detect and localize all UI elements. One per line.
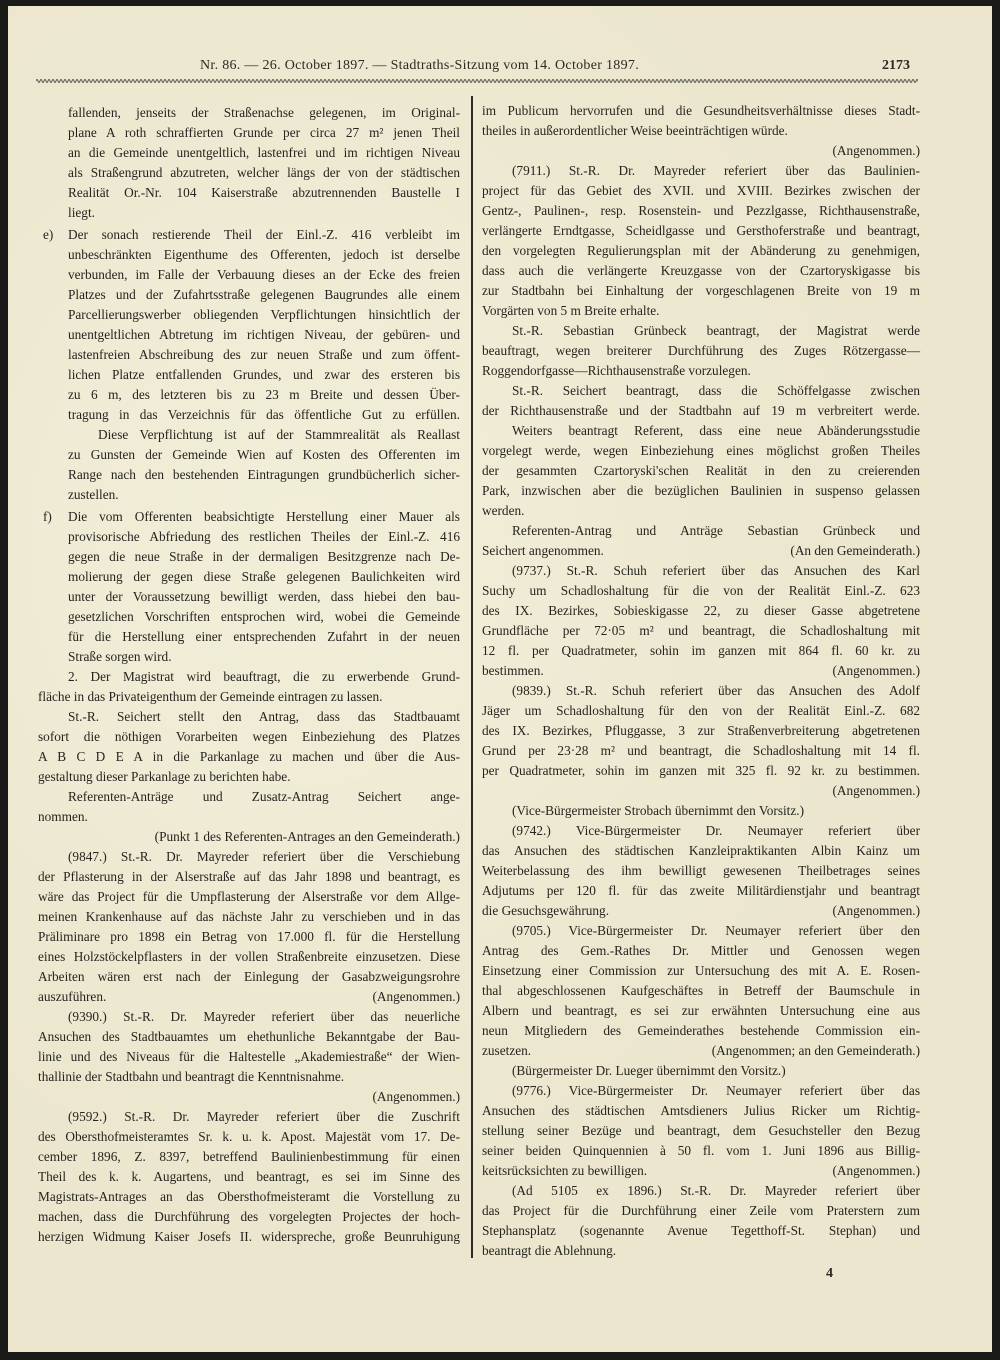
- text-line: Park, inzwischen aber die bezüglichen Baulinien in suspenso gelassen: [482, 483, 920, 498]
- text-line: zustellen.: [68, 487, 119, 502]
- text-line: beantragt die Ablehnung.: [482, 1243, 617, 1258]
- paragraph: [482, 1181, 920, 1261]
- text-line: lichen Platze entfallenden Grundes, und zwar des ersteren bis: [68, 367, 460, 382]
- resolution-note: (An den Gemeinderath.): [790, 543, 920, 558]
- text-line: provisorische Abfriedung des restlichen Theiles der Einl.-Z. 416: [68, 529, 460, 544]
- paragraph: [482, 1081, 920, 1181]
- text-line: Ansuchen des Stadtbauamtes um ehethunliche Bekanntgabe der Bau-: [38, 1029, 460, 1044]
- text-line: verbunden, im Falle der Verbauung dieses an der Ecke des freien: [68, 267, 460, 282]
- text-line: gestaltung dieser Parkanlage zu berichten habe.: [38, 769, 291, 784]
- text-line: (9737.) St.-R. Schuh referiert über das Ansuchen des Karl: [512, 563, 920, 578]
- text-line: Platzes und der Zufahrtsstraße gelegenen Baugrundes alle einem: [68, 287, 460, 302]
- text-line: der Richthausenstraße und der Stadtbahn auf 19 m verbreitert werde.: [482, 403, 920, 418]
- line-text: zusetzen.: [482, 1043, 532, 1058]
- paragraph: [38, 1107, 460, 1247]
- text-line: Diese Verpflichtung ist auf der Stammrealität als Reallast: [98, 427, 460, 442]
- paragraph: [482, 561, 920, 681]
- text-line: (9390.) St.-R. Dr. Mayreder referiert über das neuerliche: [68, 1009, 460, 1024]
- text-line: Referenten-Antrag und Anträge Sebastian Grünbeck und: [512, 523, 920, 538]
- text-line: (9776.) Vice-Bürgermeister Dr. Neumayer referiert über das: [512, 1083, 920, 1098]
- text-line: gegen die neue Straße in der dermaligen Besitzgrenze nach De-: [68, 549, 460, 564]
- text-line: der Pflasterung in der Alserstraße auf das Jahr 1898 und beantragt, es: [38, 869, 460, 884]
- text-line: thal abgeschlossenen Kaufgeschäftes in Betreff der Baumschule in: [482, 983, 920, 998]
- text-line: [38, 987, 460, 1007]
- paragraph: [38, 787, 460, 827]
- chair-note: [482, 801, 920, 821]
- text-line: sofort die nöthigen Vorarbeiten wegen Einbeziehung des Platzes: [38, 729, 460, 744]
- chair-note: [482, 1061, 920, 1081]
- text-line: Grundfläche per 72·05 m² und beantragt, die Schadloshaltung mit: [482, 623, 920, 638]
- text-line: an die Gemeinde unentgeltlich, lastenfrei und im richtigen Niveau: [68, 145, 460, 160]
- text-line: fläche in das Privateigenthum der Gemeinde eintragen zu lassen.: [38, 689, 383, 704]
- text-line: zu Gunsten der Gemeinde Wien auf Kosten des Offerenten im: [68, 447, 460, 462]
- resolution-note: [38, 1087, 460, 1107]
- text-line: plane A roth schraffierten Grunde per circa 27 m² jenen Theil: [68, 125, 460, 140]
- paragraph: [482, 321, 920, 381]
- text-line: linie und des Niveaus für die Haltestelle „Akademiestraße“ der Wien-: [38, 1049, 460, 1064]
- paragraph: [38, 667, 460, 707]
- text-line: unbeschränkten Eigenthume des Offerenten, jedoch ist derselbe: [68, 247, 460, 262]
- text-line: beauftragt, wegen breiterer Durchführung des Zuges Rötzergasse—: [482, 343, 920, 358]
- text-line: des IX. Bezirkes, Pfluggasse, 3 zur Straßenverbreiterung abgetretenen: [482, 723, 920, 738]
- text-line: theiles in außerordentlicher Weise beeinträchtigen würde.: [482, 123, 788, 138]
- text-line: [482, 1041, 920, 1061]
- list-item-label: e): [43, 227, 54, 242]
- text-line: (Punkt 1 des Referenten-Antrages an den Gemeinderath.): [154, 829, 460, 844]
- page-number: 2173: [882, 58, 910, 73]
- paragraph: [482, 381, 920, 421]
- line-text: bestimmen.: [482, 663, 544, 678]
- paragraph: [482, 921, 920, 1061]
- text-line: im Publicum hervorrufen und die Gesundheitsverhältnisse dieses Stadt-: [482, 103, 920, 118]
- text-line: thallinie der Stadtbahn und beantragt die Kenntnisnahme.: [38, 1069, 345, 1084]
- text-line: der gesammten Czartoryski'schen Realität in den zu creierenden: [482, 463, 920, 478]
- text-line: project für das Gebiet des XVII. und XVIII. Bezirkes zwischen der: [482, 183, 920, 198]
- text-line: (Vice-Bürgermeister Strobach übernimmt den Vorsitz.): [512, 803, 805, 818]
- text-line: St.-R. Seichert stellt den Antrag, dass das Stadtbauamt: [68, 709, 460, 724]
- text-line: (9742.) Vice-Bürgermeister Dr. Neumayer referiert über: [512, 823, 920, 838]
- text-line: das Ansuchen des städtischen Kanzleipraktikanten Albin Kainz um: [482, 843, 920, 858]
- text-line: 12 fl. per Quadratmeter, sohin im ganzen mit 864 fl. 60 kr. zu: [482, 643, 920, 658]
- resolution-note: (Angenommen; an den Gemeinderath.): [711, 1043, 920, 1058]
- text-line: meinen Krankenhause auf das nächste Jahr zu verschieben und in das: [38, 909, 460, 924]
- text-line: machen, dass die Durchführung des vorgelegten Projectes der hoch-: [38, 1209, 460, 1224]
- text-line: als Straßengrund abzutreten, welcher längs der von der städtischen: [68, 165, 460, 180]
- text-line: den vorgelegten Regulierungsplan mit der Abänderung zu genehmigen,: [482, 243, 920, 258]
- text-line: Suchy um Schadloshaltung für die von der Realität Einl.-Z. 623: [482, 583, 920, 598]
- text-line: Die vom Offerenten beabsichtigte Herstellung einer Mauer als: [68, 509, 460, 524]
- left-column: [38, 101, 460, 1247]
- text-line: vorgelegt werde, wegen Einbeziehung eines möglichst großen Theiles: [482, 443, 920, 458]
- text-line: Ansuchen des städtischen Amtsdieners Julius Ricker um Richtig-: [482, 1103, 920, 1118]
- resolution-note: [482, 141, 920, 161]
- text-line: Weiters beantragt Referent, dass eine neue Abänderungsstudie: [512, 423, 920, 438]
- header-title: Nr. 86. — 26. October 1897. — Stadtraths-Sitzung vom 14. October 1897.: [200, 58, 640, 73]
- text-line: per Quadratmeter, sohin im ganzen mit 325 fl. 92 kr. zu bestimmen.: [482, 763, 920, 778]
- text-line: (Angenommen.): [832, 783, 920, 798]
- text-line: (Angenommen.): [832, 143, 920, 158]
- text-line: Realität Or.-Nr. 104 Kaiserstraße abzutrennenden Baustelle I: [68, 185, 460, 200]
- paragraph: [482, 521, 920, 561]
- text-line: (Bürgermeister Dr. Lueger übernimmt den Vorsitz.): [512, 1063, 786, 1078]
- text-line: herzigen Widmung Kaiser Josefs II. widerspreche, große Beunruhigung: [38, 1229, 460, 1244]
- text-line: tragung in das Verzeichnis für das öffentliche Gut zu erfüllen.: [68, 407, 460, 422]
- text-line: (Ad 5105 ex 1896.) St.-R. Dr. Mayreder referiert über: [512, 1183, 920, 1198]
- text-line: fallenden, jenseits der Straßenachse gelegenen, im Original-: [68, 105, 460, 120]
- paragraph: [38, 1007, 460, 1087]
- text-line: 2. Der Magistrat wird beauftragt, die zu erwerbende Grund-: [68, 669, 460, 684]
- text-line: Antrag des Gem.-Rathes Dr. Mittler und Genossen wegen: [482, 943, 920, 958]
- text-line: [482, 541, 920, 561]
- right-column: [482, 101, 920, 1261]
- resolution-note: (Angenommen.): [832, 1163, 920, 1178]
- text-line: neun Mitgliedern des Gemeinderathes bestehende Commission ein-: [482, 1023, 920, 1038]
- line-text: keitsrücksichten zu bewilligen.: [482, 1163, 648, 1178]
- column-divider: [471, 96, 473, 1258]
- paragraph: [38, 847, 460, 1007]
- text-line: St.-R. Seichert beantragt, dass die Schöffelgasse zwischen: [512, 383, 920, 398]
- text-line: [482, 1161, 920, 1181]
- text-line: zur Stadtbahn bei Einhaltung der vorgeschlagenen Breite von 19 m: [482, 283, 920, 298]
- text-line: stellung seiner Bezüge und beantragt, dem Gesuchsteller den Bezug: [482, 1123, 920, 1138]
- list-item: [38, 507, 460, 667]
- line-text: auszuführen.: [38, 989, 107, 1004]
- resolution-note: (Angenommen.): [832, 663, 920, 678]
- text-line: Straße sorgen wird.: [68, 649, 172, 664]
- paragraph: [482, 821, 920, 921]
- text-line: (9705.) Vice-Bürgermeister Dr. Neumayer referiert über den: [512, 923, 920, 938]
- text-line: lastenfreien Abschreibung des zur neuen Straße und zum öffent-: [68, 347, 460, 362]
- text-line: Albern und beantragt, es sei zur erwähnten Untersuchung eine aus: [482, 1003, 920, 1018]
- text-line: Arbeiten wären erst nach der Einlegung der Gasabzweigungsrohre: [38, 969, 460, 984]
- resolution-note: [482, 781, 920, 801]
- text-line: liegt.: [68, 205, 95, 220]
- list-item: [38, 225, 460, 425]
- text-line: verlängerte Erndtgasse, Scheidlgasse und Gersthoferstraße und beantragt,: [482, 223, 920, 238]
- paragraph: [482, 681, 920, 781]
- paragraph: [482, 161, 920, 321]
- text-line: Vorgärten von 5 m Breite erhalte.: [482, 303, 660, 318]
- text-line: [482, 661, 920, 681]
- text-line: (7911.) St.-R. Dr. Mayreder referiert über das Baulinien-: [512, 163, 920, 178]
- text-line: dass auch die verlängerte Kreuzgasse von der Czartoryskigasse bis: [482, 263, 920, 278]
- signature-mark: 4: [826, 1266, 833, 1281]
- text-line: gesetzlichen Vorschriften entsprochen wird, wobei die Gemeinde: [68, 609, 460, 624]
- text-line: eines Holzstöckelpflasters in der vollen Straßenbreite einzusetzen. Diese: [38, 949, 460, 964]
- list-item: [38, 103, 460, 223]
- text-line: Parcellierungswerber obliegenden Verpflichtungen hinsichtlich der: [68, 307, 460, 322]
- text-line: Der sonach restierende Theil der Einl.-Z. 416 verbleibt im: [68, 227, 460, 242]
- text-line: des IX. Bezirkes, Sobieskigasse 22, zu dieser Gasse abgetretene: [482, 603, 920, 618]
- page-header: [0, 58, 1000, 80]
- text-line: Gentz-, Paulinen-, resp. Rosenstein- und Pezzlgasse, Richthausenstraße,: [482, 203, 920, 218]
- text-line: Magistrats-Antrages an das Obersthofmeisteramt die Vorstellung zu: [38, 1189, 460, 1204]
- text-line: Range nach den bestehenden Eintragungen grundbücherlich sicher-: [68, 467, 460, 482]
- text-line: Grund per 23·28 m² und beantragt, die Schadloshaltung mit 14 fl.: [482, 743, 920, 758]
- text-line: (Angenommen.): [372, 1089, 460, 1104]
- text-line: Theil des k. k. Augartens, und beantragt, es sei im Sinne des: [38, 1169, 460, 1184]
- text-line: cember 1896, Z. 8397, betreffend Baulinienbestimmung für einen: [38, 1149, 460, 1164]
- text-line: Einsetzung einer Commission zur Untersuchung des mit A. E. Rosen-: [482, 963, 920, 978]
- text-line: Roggendorfgasse—Richthausenstraße vorzulegen.: [482, 363, 751, 378]
- text-line: molierung der gegen diese Straße gelegenen Baulichkeiten wird: [68, 569, 460, 584]
- text-line: [482, 901, 920, 921]
- text-line: (9839.) St.-R. Schuh referiert über das Ansuchen des Adolf: [512, 683, 920, 698]
- text-line: unter der Voraussetzung bewilligt werden, dass hiebei den bau-: [68, 589, 460, 604]
- resolution-note: (Angenommen.): [372, 989, 460, 1004]
- text-line: wäre das Project für die Umpflasterung der Alserstraße vor dem Allge-: [38, 889, 460, 904]
- text-line: des Obersthofmeisteramtes Sr. k. u. k. Apost. Majestät vom 17. De-: [38, 1129, 460, 1144]
- text-line: A B C D E A in die Parkanlage zu machen und über die Aus-: [38, 749, 460, 764]
- text-line: zu 6 m, des letzteren bis zu 23 m Breite und dessen Über-: [68, 387, 460, 402]
- line-text: Seichert angenommen.: [482, 543, 604, 558]
- paragraph: [38, 425, 460, 505]
- text-line: Referenten-Anträge und Zusatz-Antrag Seichert ange-: [68, 789, 460, 804]
- text-line: seiner beiden Quinquennien à 50 fl. vom 1. Juni 1896 aus Billig-: [482, 1143, 920, 1158]
- text-line: Präliminare pro 1898 ein Betrag von 17.000 fl. für die Herstellung: [38, 929, 460, 944]
- text-line: Stephansplatz (sogenannte Avenue Tegetthoff-St. Stephan) und: [482, 1223, 920, 1238]
- text-line: St.-R. Sebastian Grünbeck beantragt, der Magistrat werde: [512, 323, 920, 338]
- text-line: (9592.) St.-R. Dr. Mayreder referiert über die Zuschrift: [68, 1109, 460, 1124]
- resolution-note: [38, 827, 460, 847]
- text-line: Adjutums per 120 fl. für das zweite Militärdienstjahr und beantragt: [482, 883, 920, 898]
- text-line: unentgeltlichen Abtretung im richtigen Niveau, der gebüren- und: [68, 327, 460, 342]
- wavy-rule: [36, 78, 918, 84]
- paragraph: [482, 421, 920, 521]
- paragraph: [38, 707, 460, 787]
- line-text: die Gesuchsgewährung.: [482, 903, 610, 918]
- text-line: für die Herstellung einer entsprechenden Zufahrt in der neuen: [68, 629, 460, 644]
- text-line: Jäger um Schadloshaltung für den von der Realität Einl.-Z. 682: [482, 703, 920, 718]
- text-line: (9847.) St.-R. Dr. Mayreder referiert über die Verschiebung: [68, 849, 460, 864]
- text-line: das Project für die Durchführung einer Zeile vom Praterstern zum: [482, 1203, 920, 1218]
- text-line: Weiterbelassung des ihm bewilligt gewesenen Theilbetrages seines: [482, 863, 920, 878]
- text-line: werden.: [482, 503, 525, 518]
- text-line: nommen.: [38, 809, 88, 824]
- resolution-note: (Angenommen.): [832, 903, 920, 918]
- paragraph: [482, 101, 920, 141]
- list-item-label: f): [43, 509, 52, 524]
